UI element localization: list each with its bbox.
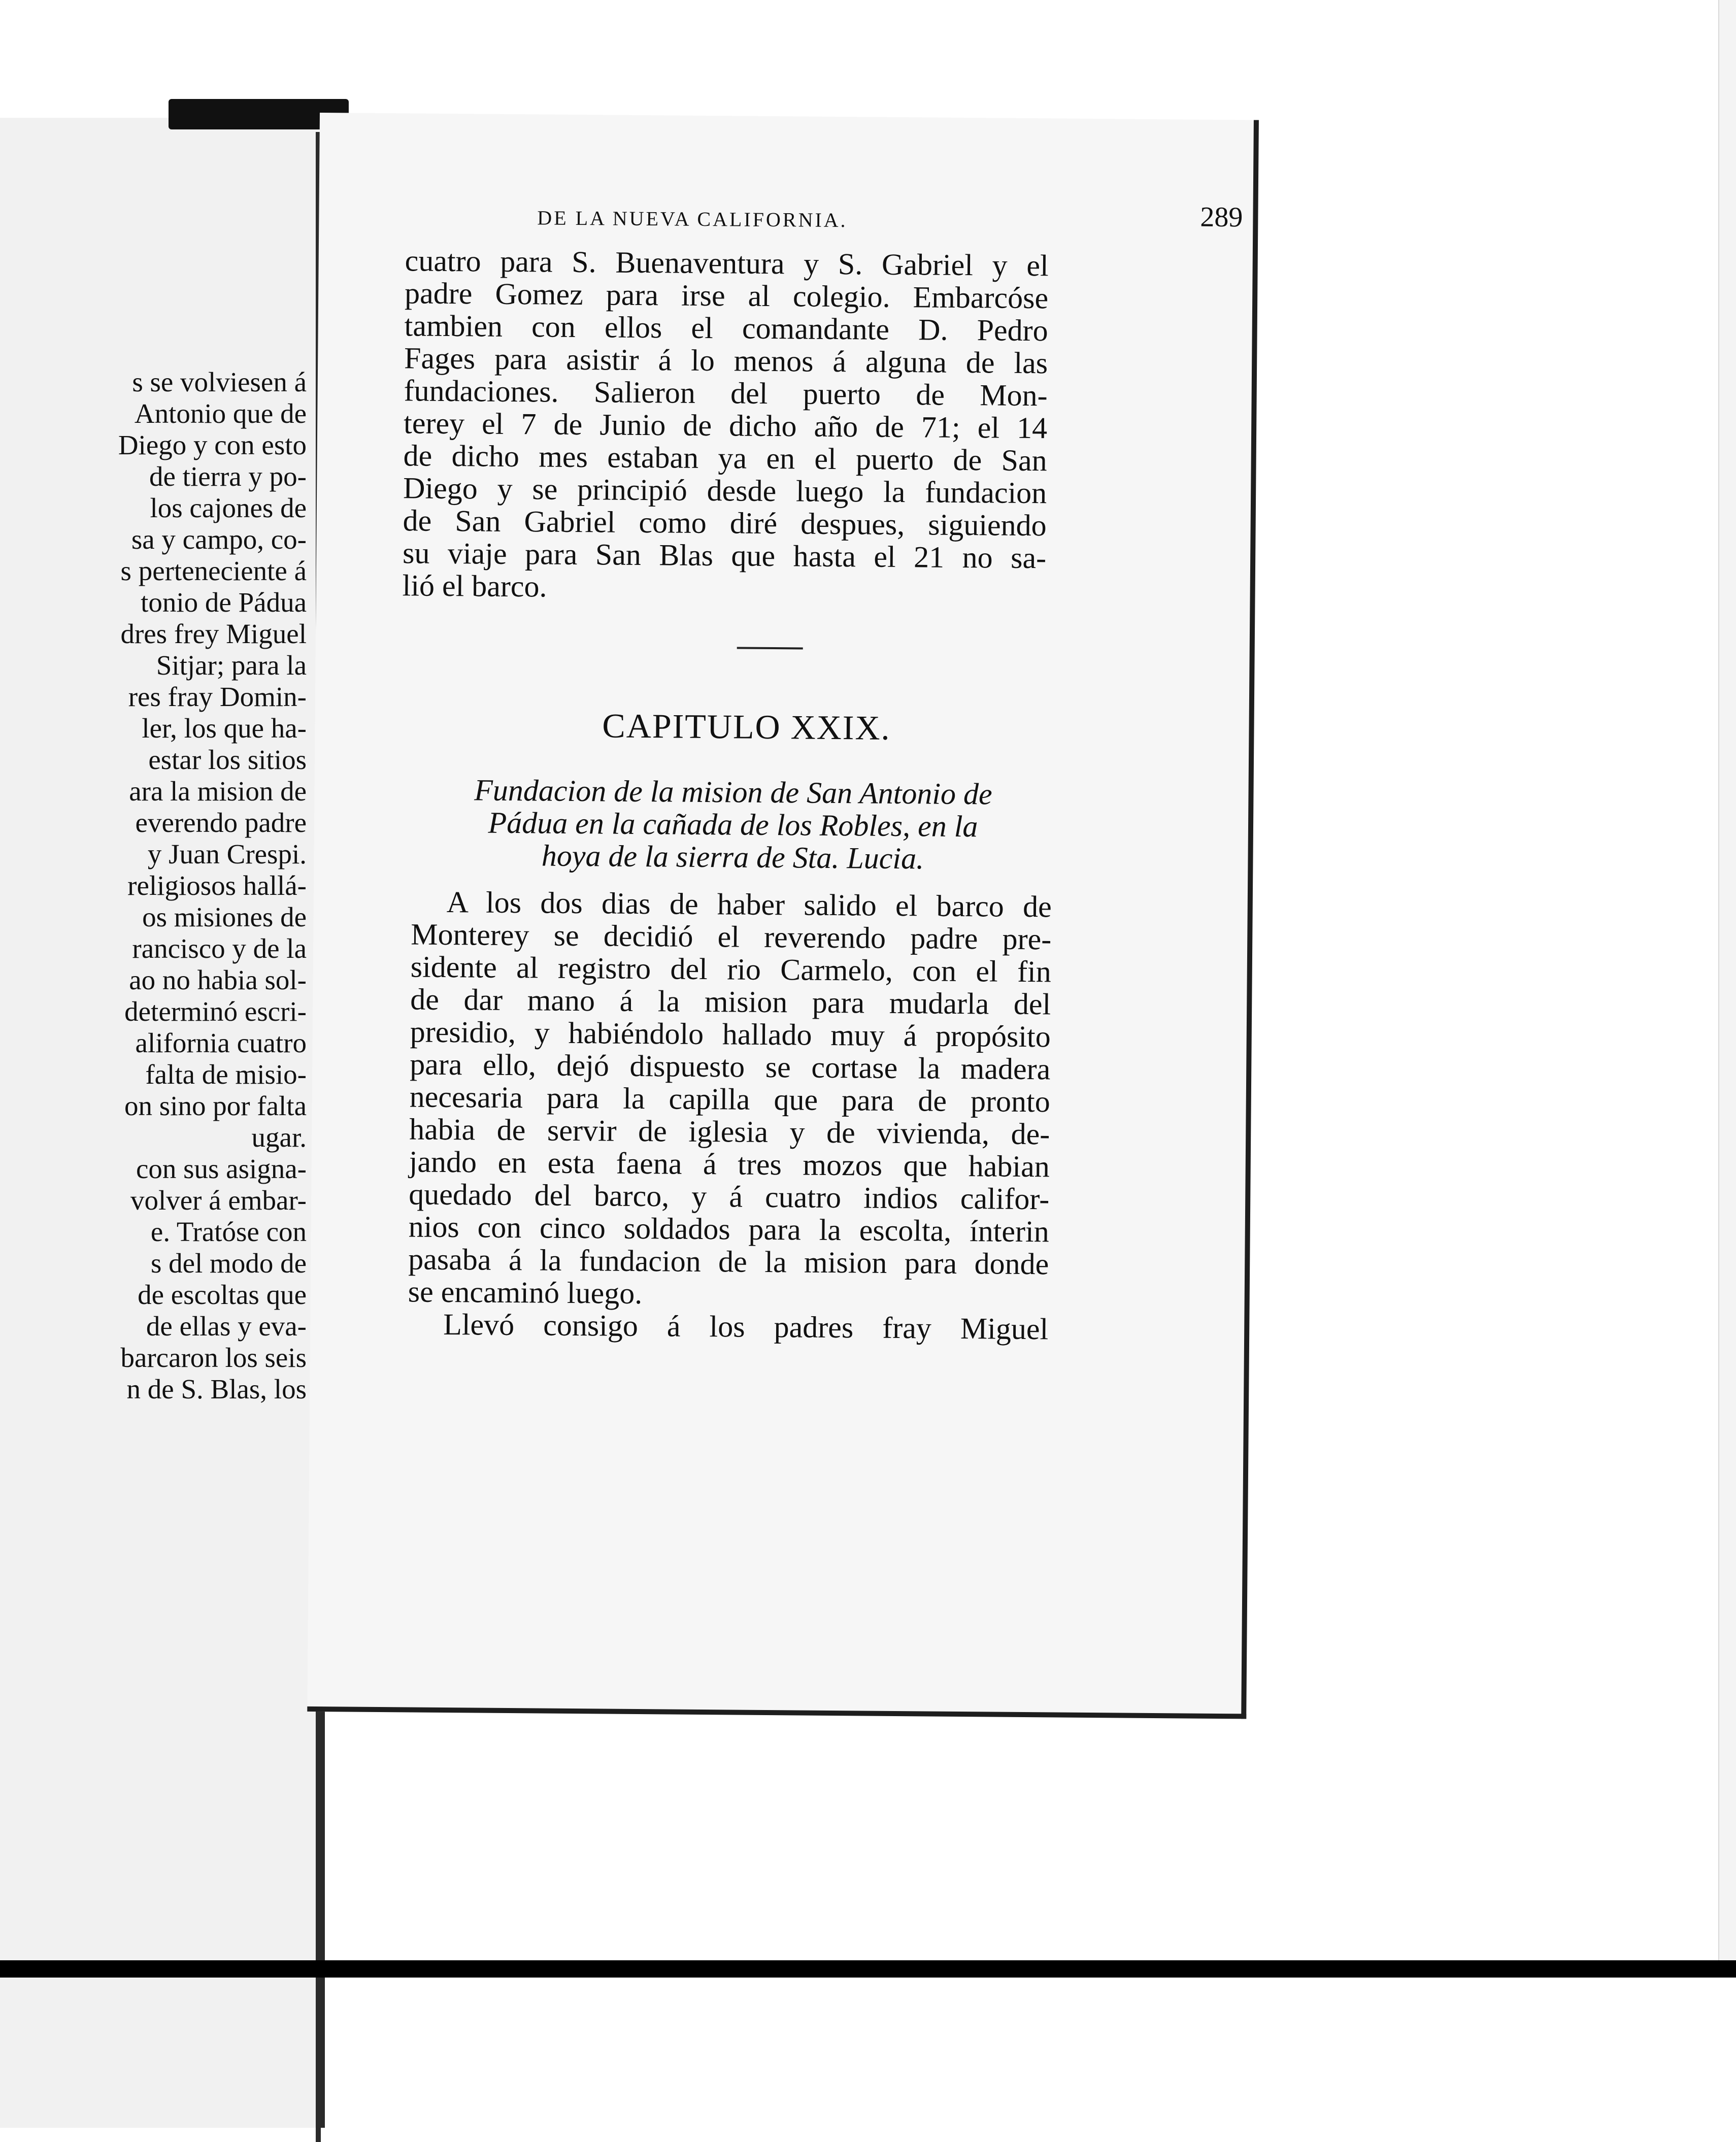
chapter-subtitle [405,773,1060,876]
text-line: dres frey Miguel [120,618,307,649]
paragraph-2 [408,885,1052,1345]
text-line: habia de servir de iglesia y de vivienda, de- [409,1112,1050,1151]
text-line: on sino por falta [124,1090,307,1121]
text-line: cuatro para S. Buenaventura y S. Gabriel y el [405,244,1049,283]
text-line: padre Gomez para irse al colegio. Embarcóse [404,276,1049,315]
text-line: e. Tratóse con [150,1216,307,1247]
current-page [307,113,1259,1719]
text-line: de escoltas que [138,1279,307,1310]
text-line: Diego y se principió desde luego la fundacion [403,471,1047,510]
text-line: sa y campo, co- [131,524,307,555]
text-line: tonio de Pádua [141,587,307,618]
text-line: de dicho mes estaban ya en el puerto de San [403,439,1047,478]
text-line: con sus asigna- [136,1153,307,1184]
chapter-title: CAPITULO XXIX. [602,706,891,747]
text-line: falta de misio- [145,1059,307,1090]
text-line: Sitjar; para la [156,650,307,681]
text-line: Monterey se decidió el reverendo padre pre- [411,917,1052,956]
text-line: religiosos hallá- [127,870,307,901]
text-line: n de S. Blas, los [126,1374,307,1404]
subtitle-line: Pádua en la cañada de los Robles, en la [488,806,978,844]
previous-page [0,118,325,2128]
text-line: fundaciones. Salieron del puerto de Mon- [404,374,1048,413]
text-line: alifornia cuatro [135,1027,307,1058]
paragraph-1 [402,244,1048,607]
text-line: nios con cinco soldados para la escolta, ínterin [408,1210,1049,1249]
text-line: tambien con ellos el comandante D. Pedro [404,309,1048,348]
text-line: los cajones de [150,492,307,523]
text-line: lió el barco. [402,568,547,604]
previous-page-text [0,366,307,1405]
text-line: para ello, dejó dispuesto se cortase la madera [410,1047,1051,1086]
text-line: Fages para asistir á lo menos á alguna de las [404,341,1048,380]
text-line: ugar. [251,1122,307,1153]
text-line: sidente al registro del rio Carmelo, con el fin [410,950,1052,989]
text-line: determinó escri- [124,996,307,1027]
text-line: ara la mision de [129,776,307,807]
text-line: Diego y con esto [118,429,307,460]
text-line: estar los sitios [148,744,307,775]
subtitle-line: Fundacion de la mision de San Antonio de [474,773,992,811]
running-head [537,195,1243,233]
running-title: DE LA NUEVA CALIFORNIA. [537,206,848,232]
text-line: presidio, y habiéndolo hallado muy á propósito [410,1015,1051,1054]
text-line: Llevó consigo á los padres fray Miguel [443,1307,1049,1346]
text-line: jando en esta faena á tres mozos que habian [409,1145,1050,1184]
text-line: s perteneciente á [120,555,307,586]
text-line: de tierra y po- [149,461,307,492]
text-line: de dar mano á la mision para mudarla del [410,982,1051,1021]
text-line: s del modo de [150,1248,307,1279]
section-rule [737,647,803,649]
text-line: y Juan Crespi. [147,839,307,869]
subtitle-line: hoya de la sierra de Sta. Lucia. [541,839,924,876]
text-line: pasaba á la fundacion de la mision para donde [408,1242,1049,1281]
text-line: rancisco y de la [132,933,307,964]
text-line: A los dos dias de haber salido el barco de [446,885,1052,924]
page-number: 289 [1200,201,1243,233]
scan-edge [1718,0,1736,1960]
text-line: ler, los que ha- [142,713,307,744]
text-line: quedado del barco, y á cuatro indios califor- [409,1177,1050,1216]
text-line: ao no habia sol- [129,964,307,995]
text-line: barcaron los seis [120,1342,307,1373]
text-line: de ellas y eva- [146,1311,307,1342]
text-line: s se volviesen á [132,366,307,397]
text-line: everendo padre [135,807,307,838]
text-line: se encaminó luego. [408,1275,643,1311]
text-line: os misiones de [142,901,307,932]
text-line: de San Gabriel como diré despues, siguiendo [403,504,1047,543]
text-line: Antonio que de [134,398,307,429]
scan-border-bottom [0,1960,1736,1978]
text-line: su viaje para San Blas que hasta el 21 no sa- [402,536,1047,575]
text-line: res fray Domin- [128,681,307,712]
text-line: volver á embar- [130,1185,307,1216]
text-line: necesaria para la capilla que para de pronto [409,1080,1051,1119]
text-line: terey el 7 de Junio de dicho año de 71; el 14 [403,406,1048,445]
